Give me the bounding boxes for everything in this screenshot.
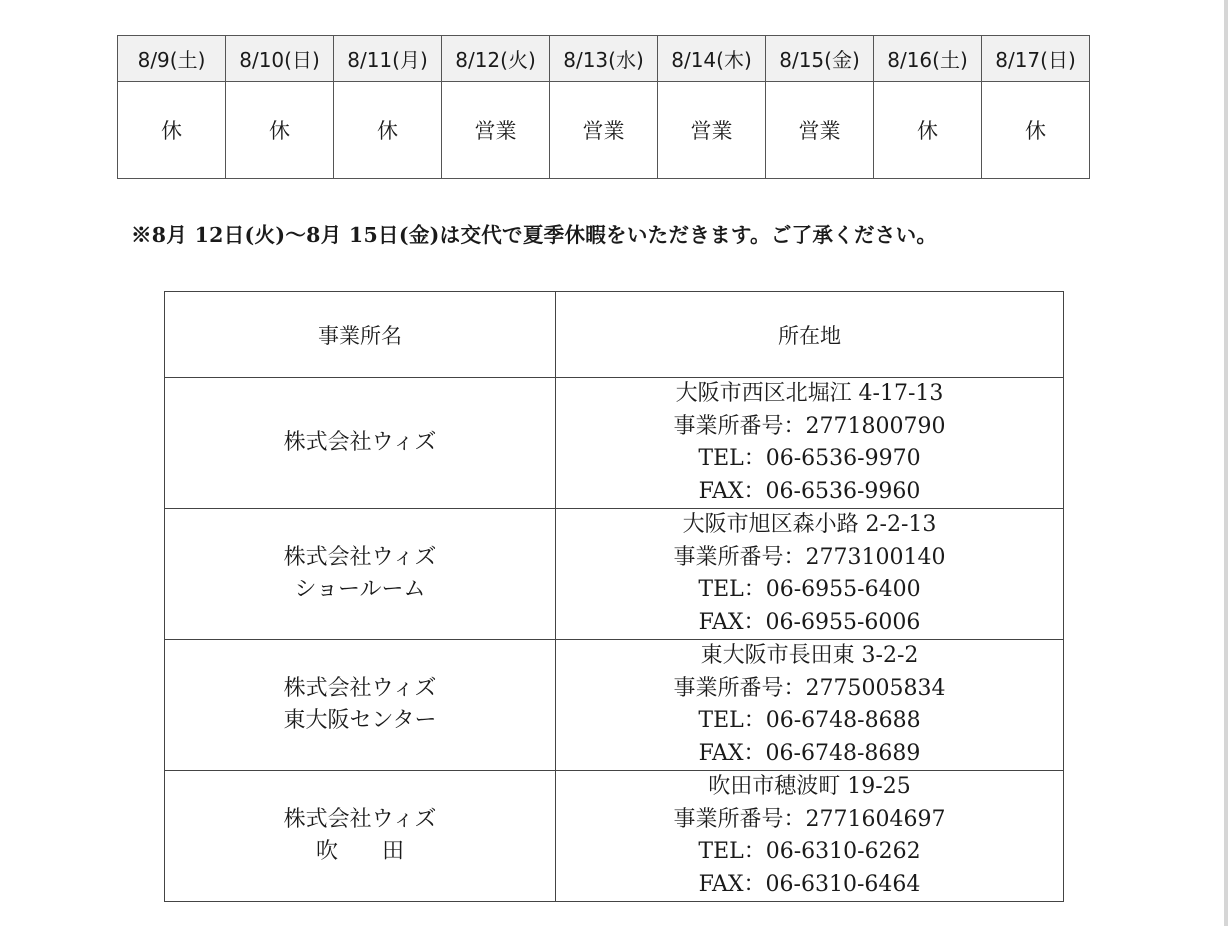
office-name: 株式会社ウィズ bbox=[283, 806, 437, 832]
schedule-status-cell: 営業 bbox=[658, 82, 766, 179]
office-name-header: 事業所名 bbox=[165, 292, 556, 378]
office-number: 事業所番号：2775005834 bbox=[673, 675, 946, 701]
office-address: 大阪市旭区森小路 2-2-13 bbox=[682, 512, 937, 537]
office-name-cell bbox=[165, 509, 556, 640]
office-address-header: 所在地 bbox=[556, 292, 1064, 378]
page-edge-divider bbox=[1224, 0, 1228, 926]
office-row bbox=[165, 771, 1064, 902]
office-tel: TEL：06-6536-9970 bbox=[698, 446, 921, 471]
schedule-status-cell: 休 bbox=[226, 82, 334, 179]
schedule-status-cell: 休 bbox=[982, 82, 1090, 179]
schedule-date-row bbox=[118, 36, 1090, 82]
office-branch: ショールーム bbox=[294, 577, 426, 602]
office-fax: FAX：06-6955-6006 bbox=[698, 609, 921, 635]
office-address: 吹田市穂波町 19-25 bbox=[708, 774, 911, 799]
office-address: 大阪市西区北堀江 4-17-13 bbox=[675, 381, 944, 406]
office-name-cell bbox=[165, 378, 556, 509]
schedule-date-cell: 8/10(日) bbox=[226, 36, 334, 82]
schedule-status-cell: 営業 bbox=[442, 82, 550, 179]
office-details-cell bbox=[556, 640, 1064, 771]
office-tel: TEL：06-6310-6262 bbox=[698, 839, 921, 864]
schedule-date-cell: 8/9(土) bbox=[118, 36, 226, 82]
office-row bbox=[165, 509, 1064, 640]
office-name-cell bbox=[165, 771, 556, 902]
schedule-date-cell: 8/11(月) bbox=[334, 36, 442, 82]
schedule-date-cell: 8/16(土) bbox=[874, 36, 982, 82]
schedule-status-cell: 休 bbox=[118, 82, 226, 179]
schedule-status-cell: 営業 bbox=[766, 82, 874, 179]
office-number: 事業所番号：2771604697 bbox=[673, 806, 946, 832]
office-details-cell bbox=[556, 378, 1064, 509]
office-list-table bbox=[164, 291, 1064, 902]
holiday-schedule-table bbox=[117, 35, 1090, 179]
office-name: 株式会社ウィズ bbox=[283, 544, 437, 570]
office-header-row bbox=[165, 292, 1064, 378]
office-fax: FAX：06-6310-6464 bbox=[698, 871, 921, 897]
schedule-date-cell: 8/15(金) bbox=[766, 36, 874, 82]
office-fax: FAX：06-6536-9960 bbox=[698, 478, 921, 504]
schedule-status-cell: 営業 bbox=[550, 82, 658, 179]
schedule-date-cell: 8/12(火) bbox=[442, 36, 550, 82]
office-number: 事業所番号：2771800790 bbox=[673, 413, 946, 439]
office-tel: TEL：06-6955-6400 bbox=[698, 577, 921, 602]
office-number: 事業所番号：2773100140 bbox=[673, 544, 946, 570]
schedule-status-row bbox=[118, 82, 1090, 179]
office-branch: 吹 田 bbox=[315, 839, 404, 864]
schedule-date-cell: 8/13(水) bbox=[550, 36, 658, 82]
office-name-cell bbox=[165, 640, 556, 771]
office-details-cell bbox=[556, 509, 1064, 640]
office-branch: 東大阪センター bbox=[283, 708, 437, 733]
office-fax: FAX：06-6748-8689 bbox=[698, 740, 921, 766]
office-name: 株式会社ウィズ bbox=[283, 675, 437, 701]
schedule-status-cell: 休 bbox=[334, 82, 442, 179]
schedule-date-cell: 8/14(木) bbox=[658, 36, 766, 82]
schedule-status-cell: 休 bbox=[874, 82, 982, 179]
office-tel: TEL：06-6748-8688 bbox=[698, 708, 921, 733]
office-address: 東大阪市長田東 3-2-2 bbox=[700, 643, 919, 668]
schedule-date-cell: 8/17(日) bbox=[982, 36, 1090, 82]
office-row bbox=[165, 640, 1064, 771]
office-details-cell bbox=[556, 771, 1064, 902]
summer-holiday-note: ※8月 12日(火)～8月 15日(金)は交代で夏季休暇をいただきます。ご了承ください。 bbox=[131, 223, 938, 247]
office-row bbox=[165, 378, 1064, 509]
office-name: 株式会社ウィズ bbox=[283, 429, 437, 455]
